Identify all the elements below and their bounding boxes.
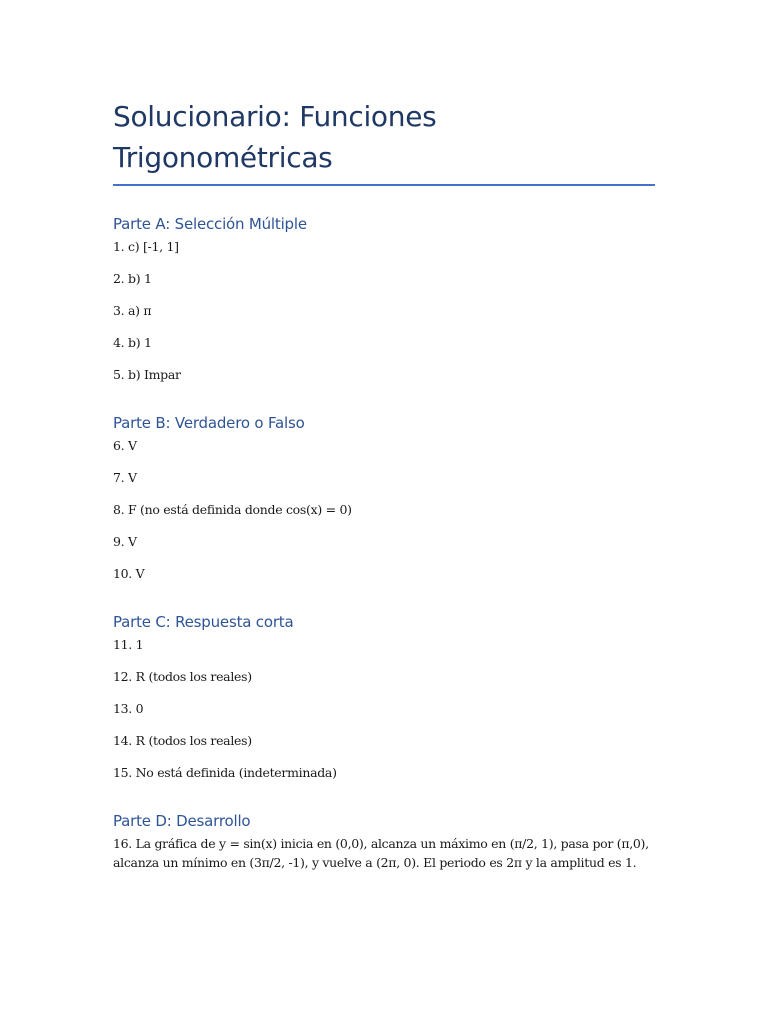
answer-list [113, 239, 655, 383]
answer-item: 11. 1 [113, 637, 144, 652]
answer-item: 14. R (todos los reales) [113, 733, 252, 748]
section-parte-b [113, 413, 655, 582]
section-heading: Parte A: Selección Múltiple [113, 215, 307, 233]
answer-item: 7. V [113, 470, 137, 485]
answer-item: 3. a) π [113, 303, 152, 318]
section-parte-c [113, 612, 655, 781]
section-heading: Parte D: Desarrollo [113, 812, 251, 830]
answer-item: 15. No está definida (indeterminada) [113, 765, 337, 780]
answer-item: 5. b) Impar [113, 367, 181, 382]
answer-list [113, 637, 655, 781]
section-parte-d [113, 811, 655, 872]
section-heading: Parte B: Verdadero o Falso [113, 414, 305, 432]
page-title: Solucionario: Funciones Trigonométricas [113, 96, 655, 186]
section-heading: Parte C: Respuesta corta [113, 613, 294, 631]
answer-item: 2. b) 1 [113, 271, 152, 286]
answer-item: 8. F (no está definida donde cos(x) = 0) [113, 502, 352, 517]
answer-item: 9. V [113, 534, 137, 549]
answer-item: 10. V [113, 566, 145, 581]
answer-paragraph: 16. La gráfica de y = sin(x) inicia en (0,0), alcanza un máximo en (π/2, 1), pasa por (π,0), alcanza un mínimo en (3π/2, -1), y vuelve a (2π, 0). El periodo es 2π y la amplitud es 1. [113, 836, 649, 870]
answer-list [113, 834, 655, 872]
answer-list [113, 438, 655, 582]
section-parte-a [113, 214, 655, 383]
answer-item: 1. c) [-1, 1] [113, 239, 179, 254]
answer-item: 4. b) 1 [113, 335, 152, 350]
document-page [113, 96, 655, 872]
answer-item: 6. V [113, 438, 137, 453]
answer-item: 13. 0 [113, 701, 144, 716]
answer-item: 12. R (todos los reales) [113, 669, 252, 684]
